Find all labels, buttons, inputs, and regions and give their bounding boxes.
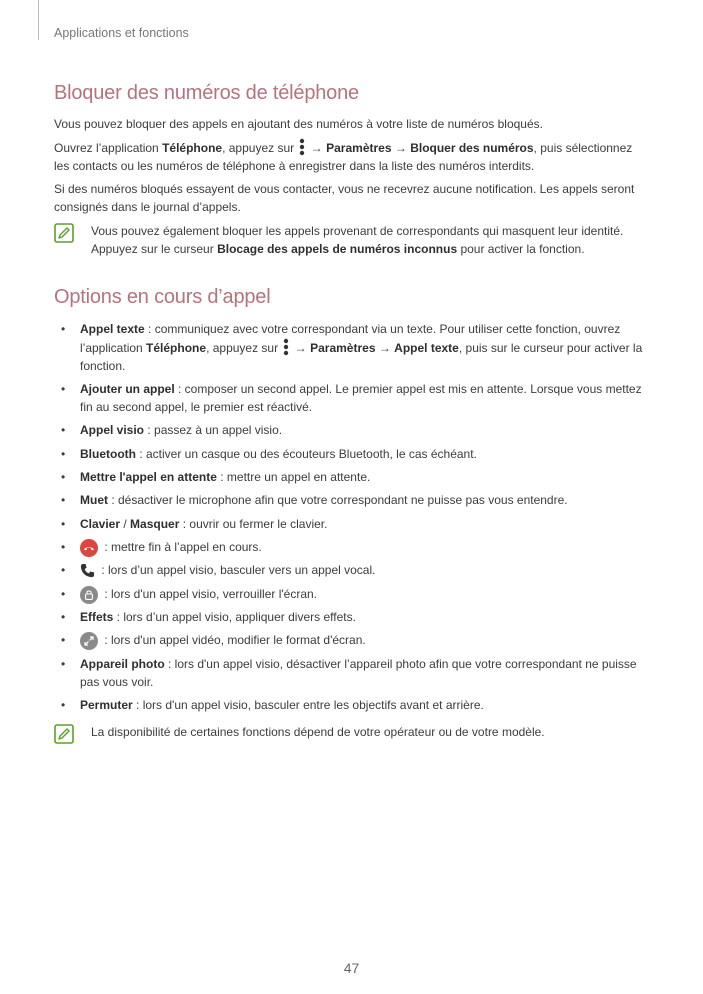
note-text: Vous pouvez également bloquer les appels provenant de correspondants qui masquent leur identité. Appuyez sur le curseur Blocage des appels de numéros inconnus pour activer la fonction. <box>91 224 624 256</box>
page-number: 47 <box>343 960 360 976</box>
section-title-call-options: Options en cours d’appel <box>54 286 271 308</box>
end-call-icon <box>80 539 98 557</box>
more-options-icon <box>283 338 289 356</box>
note-text: La disponibilité de certaines fonctions dépend de votre opérateur ou de votre modèle. <box>91 725 545 739</box>
note-icon <box>54 223 74 243</box>
paragraph-steps: Ouvrez l’application Téléphone, appuyez sur → Paramètres → Bloquer des numéros, puis sélectionnez les contacts ou les numéros de téléphone à enregistrer dans la liste des numéros interdits. <box>54 138 650 175</box>
section-title-block-numbers: Bloquer des numéros de téléphone <box>54 82 359 104</box>
paragraph-notification: Si des numéros bloqués essayent de vous contacter, vous ne recevrez aucune notification. Les appels seront consignés dans le journal d’appels. <box>54 182 635 214</box>
screen-format-icon <box>80 632 98 650</box>
more-options-icon <box>299 138 305 156</box>
lock-icon <box>80 586 98 604</box>
paragraph-intro: Vous pouvez bloquer des appels en ajoutant des numéros à votre liste de numéros bloqués. <box>54 117 543 131</box>
phone-icon <box>80 563 95 578</box>
running-header: Applications et fonctions <box>54 26 189 40</box>
note-icon <box>54 724 74 744</box>
margin-rule <box>38 0 39 40</box>
